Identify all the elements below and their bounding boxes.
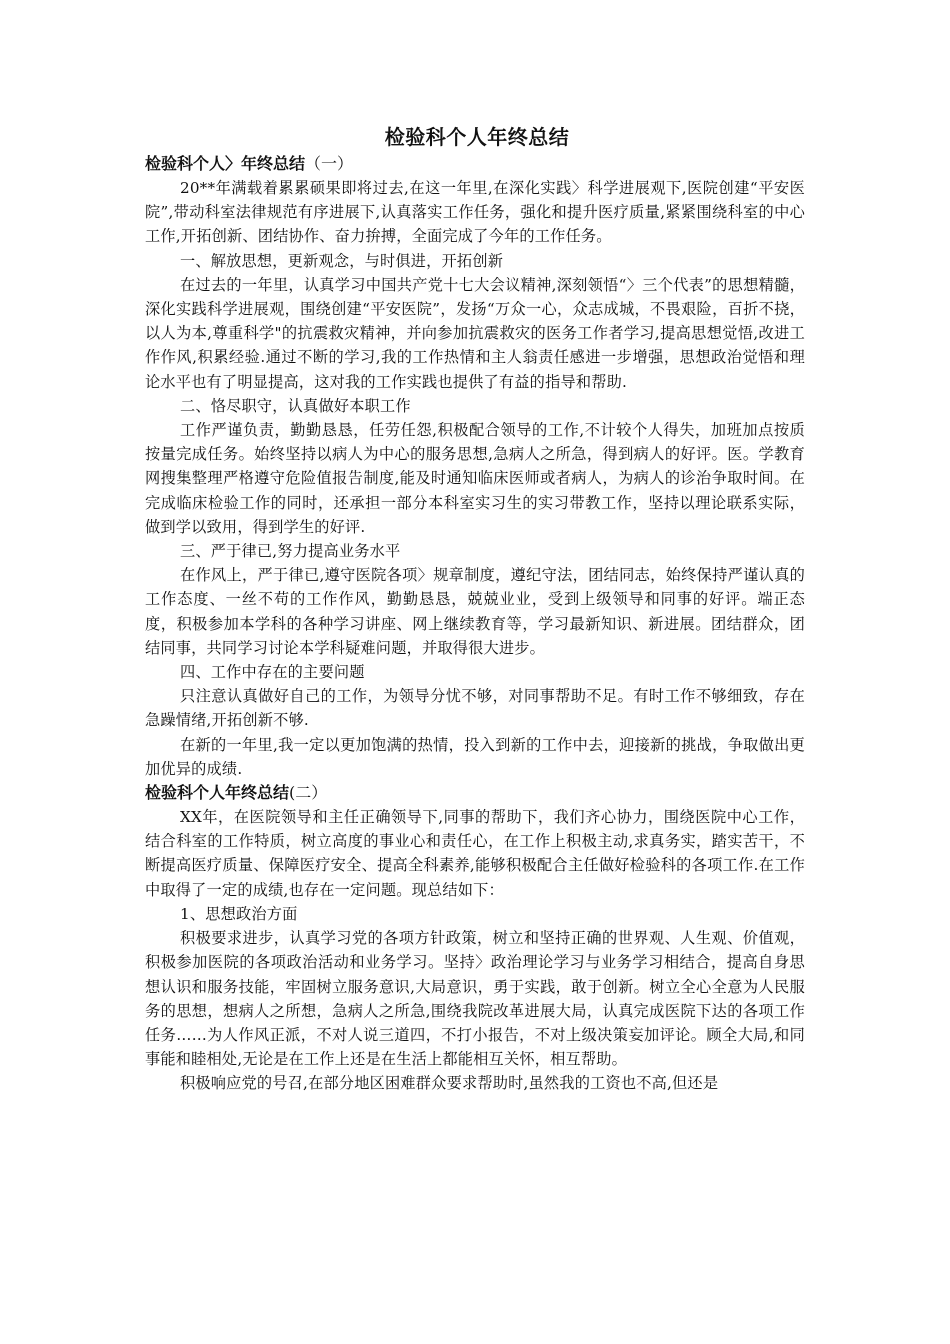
section-2-heading-number: (二） xyxy=(289,783,328,803)
section-1-paragraph: 20**年满载着累累硕果即将过去,在这一年里,在深化实践〉科学进展观下,医院创建“平安医院”,带动科室法律规范有序进展下,认真落实工作任务，强化和提升医疗质量,紧紧围绕科室的中心工作,开拓创新、团结协作、奋力拚搏，全面完成了今年的工作任务。 xyxy=(145,179,805,246)
document-page xyxy=(145,122,805,1096)
section-1-heading xyxy=(145,152,805,176)
document-title: 检验科个人年终总结 xyxy=(384,125,570,149)
section-1-heading-text: 检验科个人〉年终总结 xyxy=(145,154,306,173)
section-1-subheading: 三、严于律已,努力提高业务水平 xyxy=(179,542,401,561)
section-1-subheading: 二、恪尽职守，认真做好本职工作 xyxy=(179,396,411,415)
section-2-heading-text: 检验科个人年终总结 xyxy=(145,783,290,803)
section-1-paragraph: 在新的一年里,我一定以更加饱满的热情，投入到新的工作中去，迎接新的挑战，争取做出更加优异的成绩. xyxy=(145,735,805,778)
section-1-paragraph: 只注意认真做好自己的工作，为领导分忧不够，对同事帮助不足。有时工作不够细致，存在急躁情绪,开拓创新不够. xyxy=(145,687,805,730)
section-1-heading-number: （一） xyxy=(305,154,354,173)
section-2-subheading: 1、思想政治方面 xyxy=(179,904,298,923)
section-1-subheading: 一、解放思想，更新观念，与时俱进，开拓创新 xyxy=(179,251,504,270)
section-1-paragraph: 在作风上，严于律已,遵守医院各项〉规章制度，遵纪守法，团结同志，始终保持严谨认真的工作态度、一丝不苟的工作作风，勤勤恳恳，兢兢业业，受到上级领导和同事的好评。端正态度，积极参加本学科的各种学习讲座、网上继续教育等，学习最新知识、新进展。团结群众，团结同事，共同学习讨论本学科疑难问题，并取得很大进步。 xyxy=(145,566,805,657)
section-2-paragraph: 积极要求进步，认真学习党的各项方针政策，树立和坚持正确的世界观、人生观、价值观，积极参加医院的各项政治活动和业务学习。坚持〉政治理论学习与业务学习相结合，提高自身思想认识和服务技能，牢固树立服务意识,大局意识，勇于实践，敢于创新。树立全心全意为人民服务的思想，想病人之所想，急病人之所急,围绕我院改革进展大局，认真完成医院下达的各项工作任务……为人作风正派，不对人说三道四，不打小报告，不对上级决策妄加评论。顾全大局,和同事能和睦相处,无论是在工作上还是在生活上都能相互关怀，相互帮助。 xyxy=(145,929,805,1069)
section-2-heading xyxy=(145,781,805,805)
section-1-paragraph: 在过去的一年里，认真学习中国共产党十七大会议精神,深刻领悟“〉三个代表”的思想精髓，深化实践科学进展观，围绕创建“平安医院”，发扬“万众一心，众志成城，不畏艰险，百折不挠，以人为本,尊重科学"的抗震救灾精神，并向参加抗震救灾的医务工作者学习,提高思想觉悟,改进工作作风,积累经验.通过不断的学习,我的工作热情和主人翁责任感进一步增强，思想政治觉悟和理论水平也有了明显提高，这对我的工作实践也提供了有益的指导和帮助. xyxy=(145,275,805,391)
section-2-paragraph: 积极响应党的号召,在部分地区困难群众要求帮助时,虽然我的工资也不高,但还是 xyxy=(179,1074,719,1093)
section-2-paragraph: XX年，在医院领导和主任正确领导下,同事的帮助下，我们齐心协力，围绕医院中心工作，结合科室的工作特质，树立高度的事业心和责任心，在工作上积极主动,求真务实，踏实苦干，不断提高医疗质量、保障医疗安全、提高全科素养,能够积极配合主任做好检验科的各项工作.在工作中取得了一定的成绩,也存在一定问题。现总结如下： xyxy=(145,808,805,899)
section-1-subheading: 四、工作中存在的主要问题 xyxy=(179,663,365,682)
section-1-paragraph: 工作严谨负责，勤勤恳恳，任劳任怨,积极配合领导的工作,不计较个人得失，加班加点按质按量完成任务。始终坚持以病人为中心的服务思想,急病人之所急，得到病人的好评。医。学教育网搜集整理严格遵守危险值报告制度,能及时通知临床医师或者病人，为病人的诊治争取时间。在完成临床检验工作的同时，还承担一部分本科室实习生的实习带教工作，坚持以理论联系实际，做到学以致用，得到学生的好评. xyxy=(145,421,805,536)
